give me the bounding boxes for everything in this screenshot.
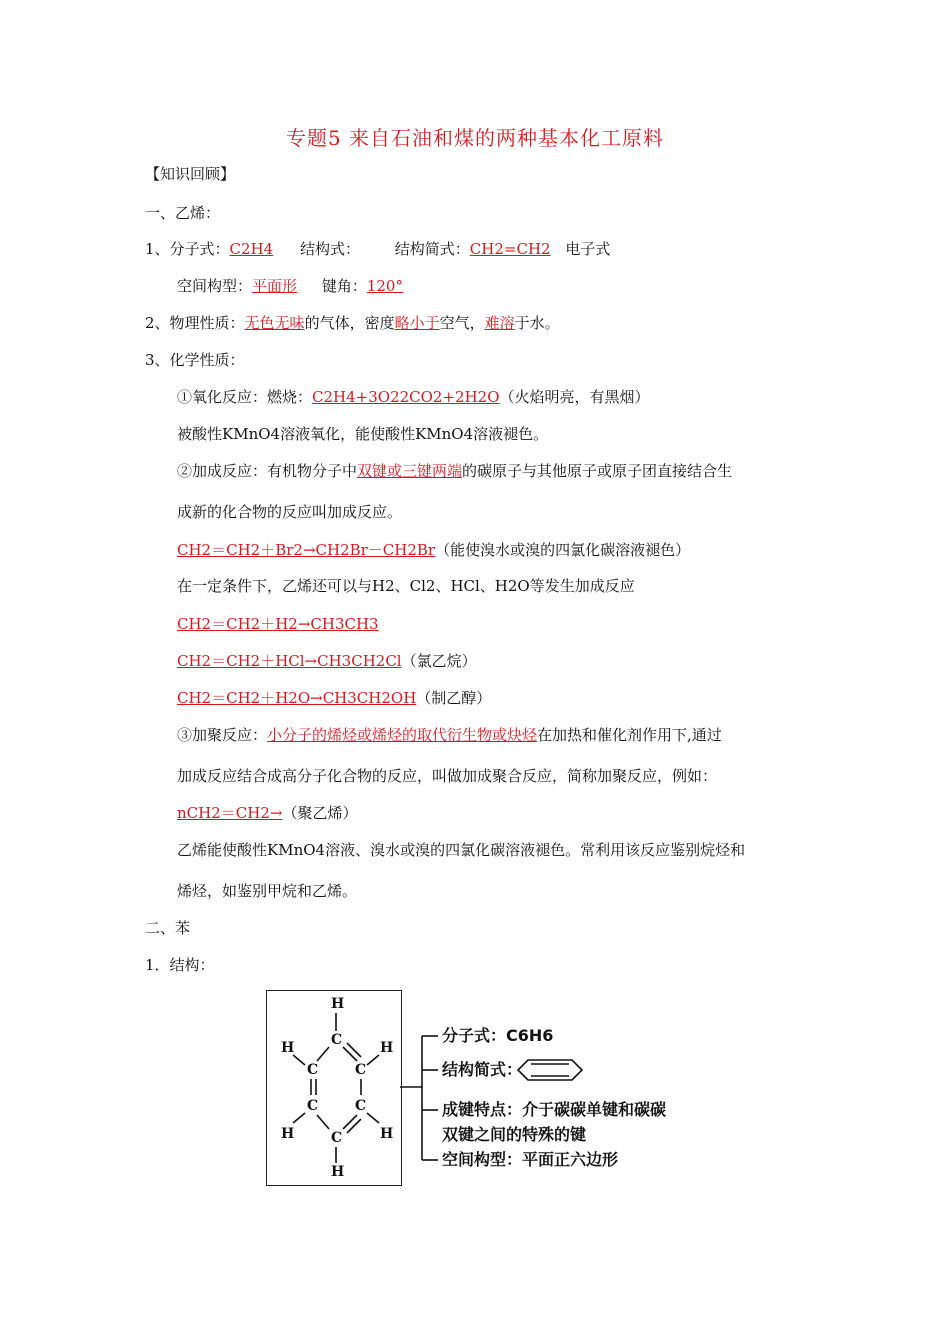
polymerization-line-2: 加成反应结合成高分子化合物的反应，叫做加成聚合反应，简称加聚反应，例如： [177,767,718,785]
angle-answer: 120° [366,277,403,295]
shape-answer: 平面形 [252,277,298,295]
atom-c-top: C [331,1032,343,1048]
ethylene-heading: 一、乙烯： [145,204,221,222]
atom-c-upper-right: C [355,1062,367,1078]
kmno4-line: 被酸性KMnO4溶液氧化，能使酸性KMnO4溶液褪色。 [177,425,549,443]
atom-c-upper-left: C [307,1062,319,1078]
ethylene-formula-line: 1、分子式：C2H4 结构式： 结构简式：CH2=CH2 电子式 [145,240,611,258]
atom-h-bottom: H [331,1164,345,1180]
benzene-molecular-formula: 分子式：C6H6 [442,1026,554,1045]
usage-line: 乙烯能使酸性KMnO4溶液、溴水或溴的四氯化碳溶液褪色。常利用该反应鉴别烷烃和 [177,841,746,859]
section-heading: 【知识回顾】 [145,165,236,183]
polyethylene-line: nCH2＝CH2→（聚乙烯） [177,804,358,822]
physical-props-line: 2、物理性质：无色无味的气体，密度略小于空气，难溶于水。 [145,314,560,332]
hcl-line: CH2＝CH2＋HCl→CH3CH2Cl（氯乙烷） [177,652,477,670]
benzene-figure [266,990,696,1186]
benzene-simple-formula-label: 结构简式： [442,1060,523,1079]
benzene-heading: 二、苯 [145,919,191,937]
atom-h-top: H [331,996,345,1012]
benzene-ring-icon [518,1060,582,1080]
addition-line-2: 成新的化合物的反应叫加成反应。 [177,503,403,521]
atom-c-bottom: C [331,1130,343,1146]
benzene-structural-formula [266,990,402,1186]
benzene-bond-feature: 成键特点：介于碳碳单键和碳碳 [442,1100,667,1119]
simple-formula-answer: CH2=CH2 [469,240,551,258]
ethylene-shape-line: 空间构型：平面形 键角：120° [177,277,403,295]
oxidation-line: ①氧化反应：燃烧：C2H4+3O22CO2+2H2O（火焰明亮，有黑烟） [177,388,650,406]
benzene-structure-heading: 1．结构： [145,956,215,974]
usage-line-2: 烯烃，如鉴别甲烷和乙烯。 [177,882,358,900]
page-title: 专题5 来自石油和煤的两种基本化工原料 [285,126,665,150]
atom-c-lower-right: C [355,1098,367,1114]
polymerization-line: ③加聚反应：小分子的烯烃或烯烃的取代衍生物或炔烃在加热和催化剂作用下,通过 [177,726,722,744]
atom-h-upper-left: H [281,1040,295,1056]
combustion-equation: C2H4+3O22CO2+2H2O [312,388,500,406]
addition-line: ②加成反应：有机物分子中双键或三键两端的碳原子与其他原子或原子团直接结合生 [177,462,733,480]
benzene-spatial-shape: 空间构型：平面正六边形 [442,1150,619,1169]
atom-c-lower-left: C [307,1098,319,1114]
formula-answer: C2H4 [229,240,274,258]
bond-lines [267,991,401,1185]
chem-props-heading: 3、化学性质： [145,351,245,369]
hydrogen-equation: CH2＝CH2＋H2→CH3CH3 [177,615,379,633]
benzene-bond-feature-2: 双键之间的特殊的键 [442,1125,587,1144]
water-line: CH2＝CH2＋H2O→CH3CH2OH（制乙醇） [177,689,492,707]
atom-h-lower-left: H [281,1126,295,1142]
bromine-line: CH2＝CH2＋Br2→CH2Br－CH2Br（能使溴水或溴的四氯化碳溶液褪色） [177,541,691,559]
atom-h-lower-right: H [380,1126,394,1142]
condition-line: 在一定条件下，乙烯还可以与H2、Cl2、HCl、H2O等发生加成反应 [177,577,635,595]
atom-h-upper-right: H [380,1040,394,1056]
